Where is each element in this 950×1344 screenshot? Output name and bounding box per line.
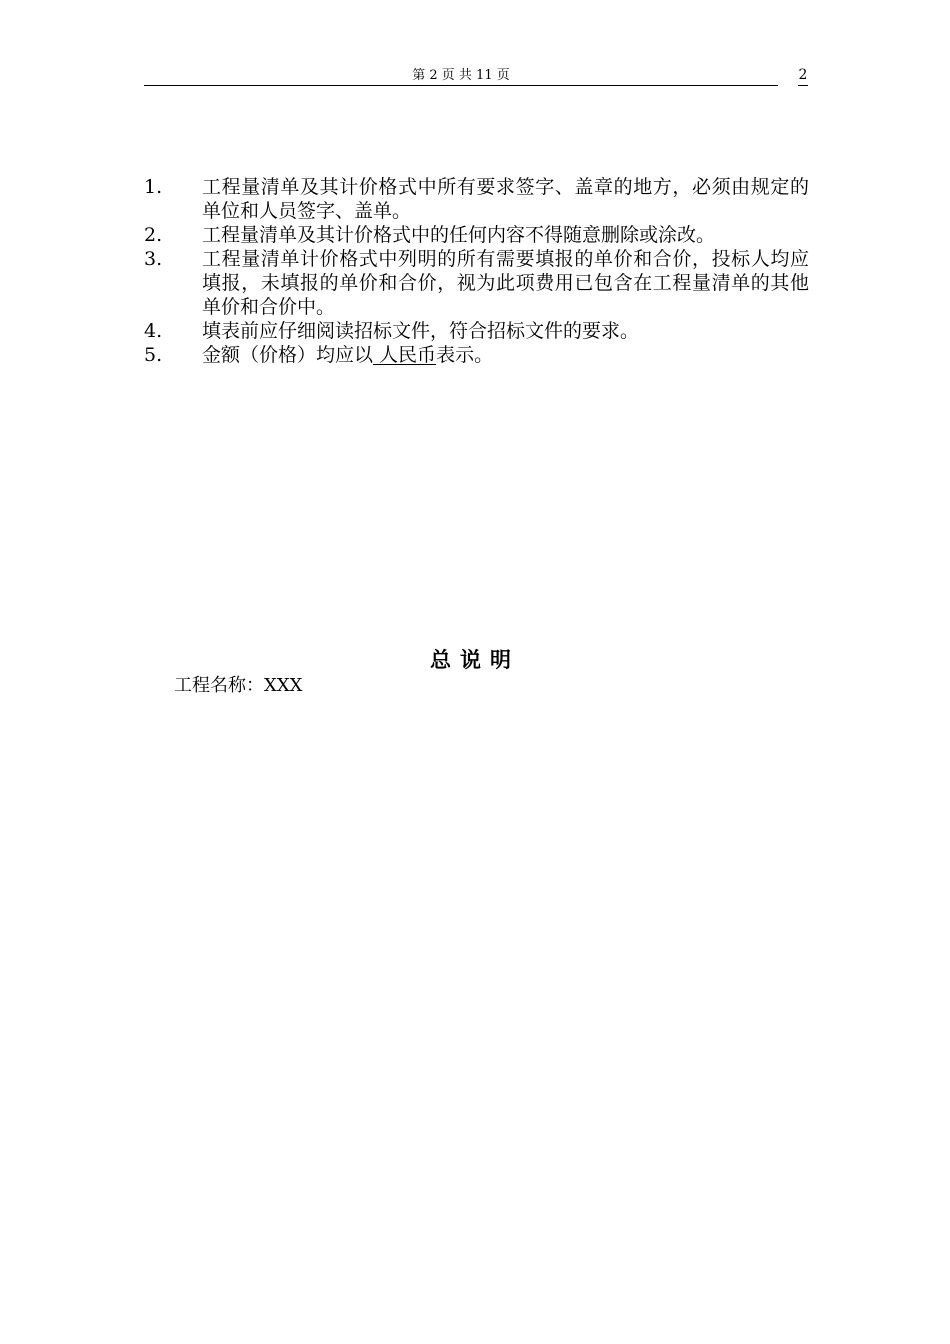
- list-item-number: 5.: [144, 344, 163, 366]
- project-name-value: XXX: [264, 675, 303, 696]
- list-item: [144, 223, 809, 247]
- list-item: [144, 319, 809, 343]
- list-item-number: 3.: [144, 248, 163, 270]
- list-item: [144, 247, 809, 319]
- page-header: [144, 66, 778, 86]
- list-item-text: 工程量清单计价格式中列明的所有需要填报的单价和合价，投标人均应填报，未填报的单价和合价，视为此项费用已包含在工程量清单的其他单价和合价中。: [202, 248, 809, 318]
- list-item-number: 4.: [144, 320, 163, 342]
- list-item-number: 2.: [144, 224, 163, 246]
- list-item-number: 1.: [144, 176, 163, 198]
- currency-text-before: 金额（价格）均应以: [202, 344, 374, 366]
- project-name-line: [174, 674, 302, 698]
- list-item-text: 工程量清单及其计价格式中的任何内容不得随意删除或涂改。: [202, 224, 716, 246]
- list-item: [144, 175, 809, 223]
- currency-underlined: 人民币: [373, 344, 437, 366]
- instructions-list: [144, 175, 809, 367]
- list-item-text: 填表前应仔细阅读招标文件，符合招标文件的要求。: [202, 320, 640, 342]
- list-item-text: [202, 343, 809, 367]
- header-page-info: 第 2 页 共 11 页: [412, 68, 510, 83]
- list-item-text: 工程量清单及其计价格式中所有要求签字、盖章的地方，必须由规定的单位和人员签字、盖单。: [202, 176, 809, 222]
- currency-text-after: 表示。: [436, 344, 494, 366]
- project-name-label: 工程名称：: [174, 675, 264, 696]
- section-title: 总说明: [430, 648, 520, 672]
- page-number: 2: [798, 66, 808, 86]
- list-item: [144, 343, 809, 367]
